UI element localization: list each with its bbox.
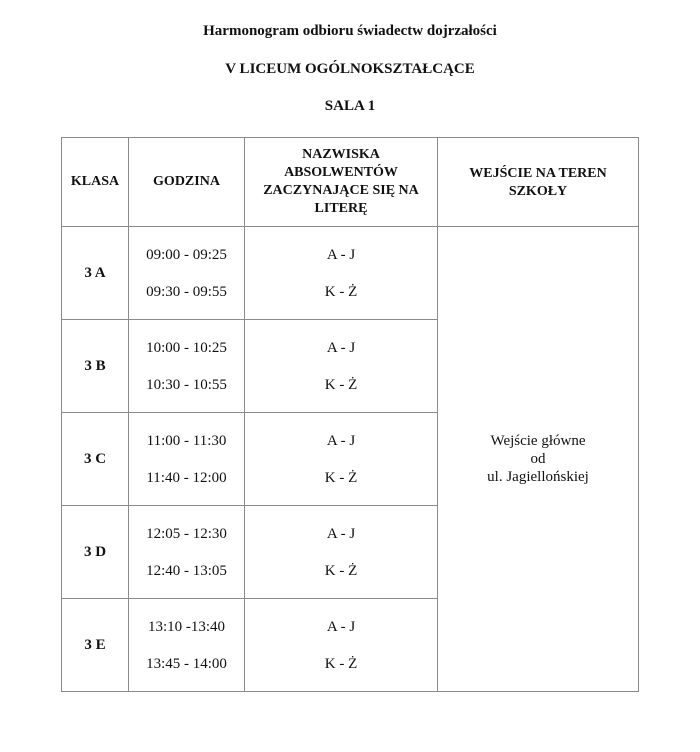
- schedule-table: [61, 137, 639, 692]
- letters-cell: [245, 413, 438, 506]
- time-cell: [129, 320, 245, 413]
- class-cell: 3 A: [62, 227, 129, 320]
- class-cell: 3 D: [62, 506, 129, 599]
- time-slot: 09:00 - 09:25: [146, 246, 227, 263]
- letters-cell: [245, 320, 438, 413]
- entrance-line: Wejście główne: [490, 433, 586, 449]
- header-klasa: KLASA: [62, 138, 129, 227]
- time-slot: 11:00 - 11:30: [146, 432, 227, 449]
- time-slot: 13:45 - 14:00: [146, 655, 227, 672]
- letter-range: K - Ż: [324, 283, 358, 300]
- room-label: SALA 1: [324, 98, 376, 114]
- document-title: Harmonogram odbioru świadectw dojrzałości: [203, 23, 497, 39]
- letter-range: A - J: [326, 432, 356, 449]
- time-cell: [129, 599, 245, 692]
- time-cell: [129, 227, 245, 320]
- letter-range: A - J: [326, 246, 356, 263]
- time-slot: 12:40 - 13:05: [146, 562, 227, 579]
- school-name: V LICEUM OGÓLNOKSZTAŁCĄCE: [225, 61, 475, 77]
- header-godzina: GODZINA: [129, 138, 245, 227]
- table-row: [62, 227, 639, 320]
- header-wejscie-line: WEJŚCIE NA TEREN: [469, 166, 607, 181]
- letter-range: K - Ż: [324, 655, 358, 672]
- letter-range: A - J: [326, 618, 356, 635]
- letter-range: A - J: [326, 339, 356, 356]
- time-slot: 10:00 - 10:25: [146, 339, 227, 356]
- letter-range: K - Ż: [324, 469, 358, 486]
- header-nazwiska-line: ZACZYNAJĄCE SIĘ NA: [263, 183, 419, 198]
- time-slot: 10:30 - 10:55: [146, 376, 227, 393]
- entrance-cell: [438, 227, 639, 692]
- class-cell: 3 B: [62, 320, 129, 413]
- header-wejscie-line: SZKOŁY: [508, 184, 568, 199]
- class-cell: 3 C: [62, 413, 129, 506]
- header-nazwiska-line: ABSOLWENTÓW: [284, 165, 398, 180]
- time-slot: 12:05 - 12:30: [146, 525, 227, 542]
- time-cell: [129, 413, 245, 506]
- letters-cell: [245, 227, 438, 320]
- header-nazwiska: [245, 138, 438, 227]
- header-nazwiska-line: LITERĘ: [314, 201, 368, 216]
- time-slot: 13:10 -13:40: [147, 618, 226, 635]
- time-slot: 11:40 - 12:00: [146, 469, 227, 486]
- header-nazwiska-line: NAZWISKA: [302, 147, 380, 162]
- letter-range: A - J: [326, 525, 356, 542]
- class-cell: 3 E: [62, 599, 129, 692]
- header-wejscie: [438, 138, 639, 227]
- letter-range: K - Ż: [324, 562, 358, 579]
- time-cell: [129, 506, 245, 599]
- header-row: [62, 138, 639, 227]
- letter-range: K - Ż: [324, 376, 358, 393]
- time-slot: 09:30 - 09:55: [146, 283, 227, 300]
- letters-cell: [245, 599, 438, 692]
- entrance-line: ul. Jagiellońskiej: [487, 469, 589, 485]
- letters-cell: [245, 506, 438, 599]
- entrance-line: od: [530, 451, 546, 467]
